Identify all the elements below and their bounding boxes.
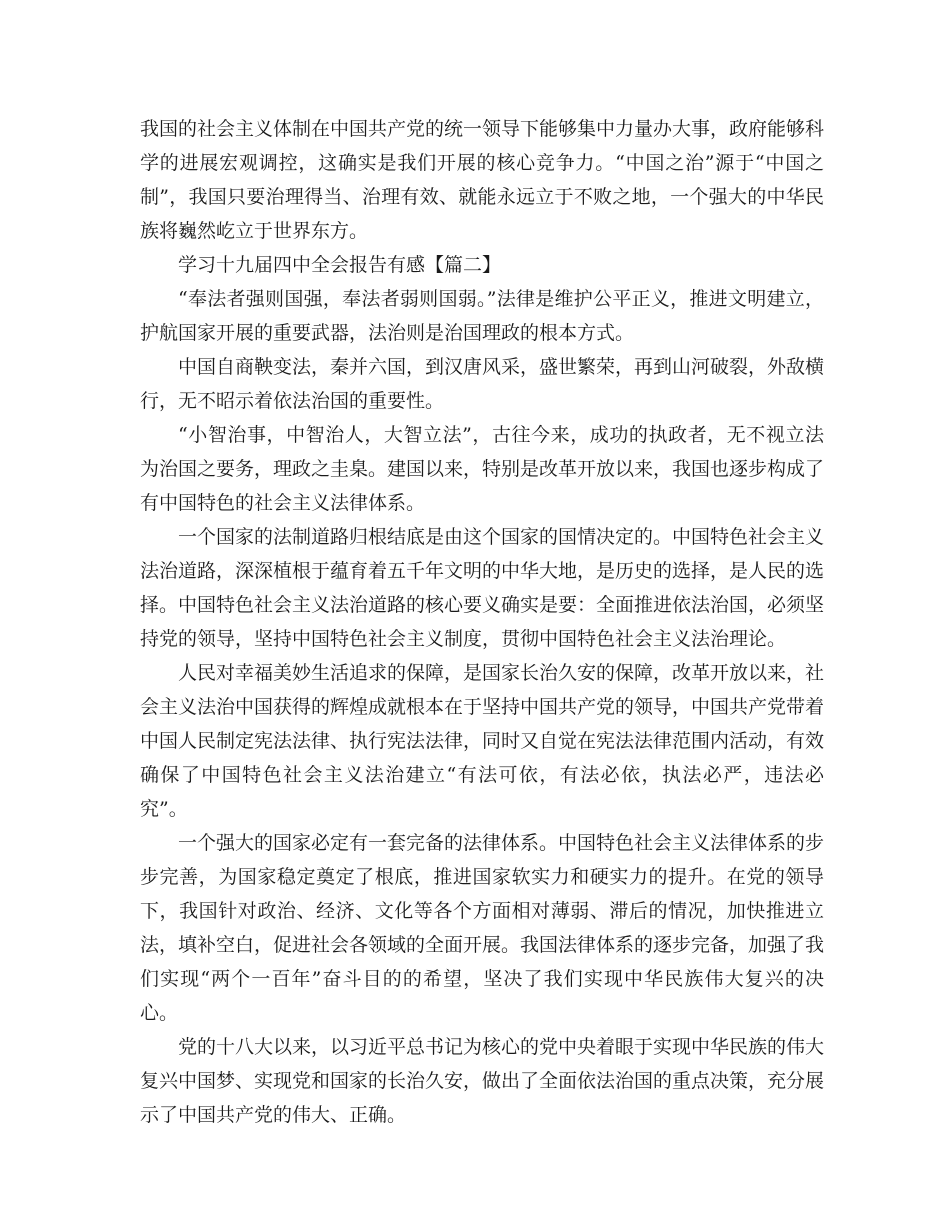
paragraph: 中国自商鞅变法，秦并六国，到汉唐风采，盛世繁荣，再到山河破裂，外敌横行，无不昭示着依法治国的重要性。: [140, 356, 825, 412]
paragraph: 党的十八大以来，以习近平总书记为核心的党中央着眼于实现中华民族的伟大复兴中国梦、实现党和国家的长治久安，做出了全面依法治国的重点决策，充分展示了中国共产党的伟大、正确。: [140, 1036, 825, 1126]
paragraph: 一个国家的法制道路归根结底是由这个国家的国情决定的。中国特色社会主义法治道路，深深植根于蕴育着五千年文明的中华大地，是历史的选择，是人民的选择。中国特色社会主义法治道路的核心要义确实是要：全面推进依法治国，必须坚持党的领导，坚持中国特色社会主义制度，贯彻中国特色社会主义法治理论。: [140, 526, 825, 650]
paragraph: “小智治事，中智治人，大智立法”，古往今来，成功的执政者，无不视立法为治国之要务，理政之圭臬。建国以来，特别是改革开放以来，我国也逐步构成了有中国特色的社会主义法律体系。: [140, 424, 825, 514]
paragraph: “奉法者强则国强，奉法者弱则国弱。”法律是维护公平正义，推进文明建立，护航国家开展的重要武器，法治则是治国理政的根本方式。: [140, 288, 824, 344]
paragraph: 人民对幸福美妙生活追求的保障，是国家长治久安的保障，改革开放以来，社会主义法治中国获得的辉煌成就根本在于坚持中国共产党的领导，中国共产党带着中国人民制定宪法法律、执行宪法法律，同时又自觉在宪法法律范围内活动，有效确保了中国特色社会主义法治建立“有法可依，有法必依，执法必严，违法必究”。: [140, 662, 825, 820]
section-heading: 学习十九届四中全会报告有感【篇二】: [178, 254, 502, 276]
paragraph: 一个强大的国家必定有一套完备的法律体系。中国特色社会主义法律体系的步步完善，为国家稳定奠定了根底，推进国家软实力和硬实力的提升。在党的领导下，我国针对政治、经济、文化等各个方面相对薄弱、滞后的情况，加快推进立法，填补空白，促进社会各领域的全面开展。我国法律体系的逐步完备，加强了我们实现“两个一百年”奋斗目的的希望，坚决了我们实现中华民族伟大复兴的决心。: [140, 832, 825, 1024]
paragraph-continued: 我国的社会主义体制在中国共产党的统一领导下能够集中力量办大事，政府能够科学的进展宏观调控，这确实是我们开展的核心竞争力。“中国之治”源于“中国之制”，我国只要治理得当、治理有效、就能永远立于不败之地，一个强大的中华民族将巍然屹立于世界东方。: [140, 118, 825, 242]
document-body: [140, 112, 824, 1132]
